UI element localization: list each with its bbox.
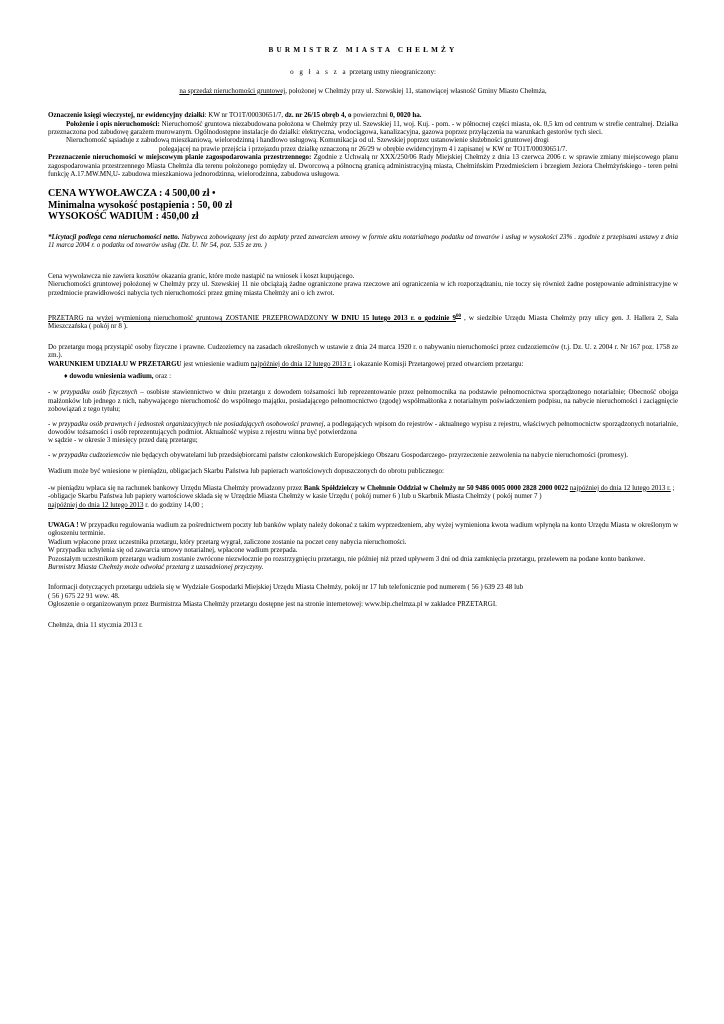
condition-label: WARUNKIEM UDZIAŁU W PRZETARGU <box>48 359 182 368</box>
intro-line <box>48 87 678 95</box>
document-date: Chełmża, dnia 11 stycznia 2013 r. <box>48 620 143 629</box>
intro-rest: , położonej w Chełmży przy ul. Szewskiej 11, stanowiącej własność Gminy Miasto Chełmża, <box>285 86 547 95</box>
bonds-item: -obligacje Skarbu Państwa lub papiery wartościowe składa się w Urzędzie Miasta Chełmży w kasie Urzędu ( pokój numer 6 ) lub u Skarbnik Miasta Chełmży ( pokój numer 7 ) <box>48 492 542 501</box>
deposit-amount: WYSOKOŚĆ WADIUM : 450,00 zł <box>48 211 199 223</box>
warning-label: UWAGA ! <box>48 520 79 529</box>
document-heading: BURMISTRZ MIASTA CHEŁMŻY <box>268 46 458 54</box>
deposit-forfeit-note: W przypadku uchylenia się od zawarcia umowy notarialnej, wpłacone wadium przepada. <box>48 546 298 555</box>
land-register-number: : KW nr TO1T/00030651/7, <box>204 111 285 120</box>
plot-number: dz. nr 26/15 obręb 4, o <box>284 111 352 120</box>
natural-persons-label: w przypadku osób fizycznych <box>53 388 138 397</box>
land-register-label: Oznaczenie księgi wieczystej, nr ewidencyjny działki <box>48 111 205 120</box>
bonds-deadline: najpóźniej do dnia 12 lutego 2013 <box>48 500 144 509</box>
auction-date-paragraph <box>48 313 678 331</box>
costs-note: Cena wywoławcza nie zawiera kosztów okazania granic, które może nastąpić na wniosek i koszt kupującego. <box>48 271 355 280</box>
foreigners-text: nie będących obywatelami lub przedsiębiorcami państw członkowskich Europejskiego Obszaru Gospodarczego- przyrzeczenie zezwolenia na nabycie nieruchomości (promesy). <box>129 450 629 459</box>
diamond-bullet-icon: ♦ <box>64 372 68 381</box>
legal-persons-text: , a podlegających wpisom do rejestrów - aktualnego wypisu z rejestru, właściwych pełnomocnictw sporządzonych notarialnie, dowodów tożsamości i osób reprezentujących podmiot. Aktualność wypisu z rejestru winna być potwierdzona <box>48 419 678 437</box>
encumbrance-note: Nieruchomości gruntowej położonej w Chełmży przy ul. Szewskiej 11 nie obciążają żadne ograniczone prawa rzeczowe ani ograniczenia w ich rozporządzaniu, nie toczy się również żadne postępowanie administracyjne w przedmiocie prawidłowości nabycia tych nieruchomości przez gminę miasta Chełmży ani o ich zwrot. <box>48 280 678 297</box>
foreigners-note: Do przetargu mogą przystąpić osoby fizyczne i prawne. Cudzoziemcy na zasadach określonych w ustawie z dnia 24 marca 1920 r. o nabywaniu nieruchomości przez cudzoziemców (t.j. Dz. U. z 2004 r. Nr 167 poz. 1758 ze zm.). <box>48 342 678 360</box>
condition-rest: i okazanie Komisji Przetargowej przed otwarciem przetargu: <box>351 359 524 368</box>
bonds-deadline-line <box>48 501 678 509</box>
natural-persons-item <box>48 388 678 413</box>
plot-area: 0, 0020 ha. <box>389 111 422 120</box>
foreigners-label: w przypadku cudzoziemców <box>52 450 130 459</box>
bank-transfer-item <box>48 484 678 492</box>
deposit-forms: Wadium może być wniesione w pieniądzu, obligacjach Skarbu Państwa lub papierach wartościowych dopuszczonych do obrotu publicznego: <box>48 467 444 476</box>
participation-condition <box>48 360 678 368</box>
vat-note-italic: Nabywca zobowiązany jest do zapłaty przed zawarciem umowy w formie aktu notarialnego podatku od towarów i usług w wysokości 23% . zgodnie z przepisami ustawy z dnia 11 marca 2004 r. o podatku od towarów usług (Dz. U. Nr 54, poz. 535 ze zm. ) <box>48 232 678 250</box>
auction-announcement: PRZETARG na wyżej wymienioną nieruchomość gruntową ZOSTANIE PRZEPROWADZONY <box>48 314 329 322</box>
auction-time-superscript: 00 <box>455 314 461 319</box>
deposit-proof-item <box>48 372 678 380</box>
zoning-label: Przeznaczenie nieruchomości w miejscowym planie zagospodarowania przestrzennego: <box>48 153 312 162</box>
zoning-paragraph <box>48 153 678 178</box>
bank-transfer-prefix: -w pieniądzu wpłaca się na rachunek bankowy Urzędu Miasta Chełmży prowadzony przez <box>48 483 304 492</box>
announce-prefix: o g ł a s z a <box>290 68 348 77</box>
warning-text: W przypadku regulowania wadium za pośrednictwem poczty lub banków wpłaty należy dokonać z takim wyprzedzeniem, aby wyżej wymieniona kwota wadium wpłynęła na konto Urzędu Miasta w określonym w ogłoszeniu terminie. <box>48 520 678 538</box>
location-text: Nieruchomość gruntowa niezabudowana położona w Chełmży przy ul. Szewskiej 11, woj. Kuj. - pom. - w północnej części miasta, ok. 0,5 km od centrum w strefie centralnej. Działka przeznaczona pod zabudowę garażem murowanym. Ogólnodostępne instalacje do działki: elektryczna, wodociągowa, kanalizacyjna, gazowa poprzez przyłączenia na warunkach gestorów tych sieci. <box>48 119 678 137</box>
foreigners-item <box>48 451 678 459</box>
deposit-return-note: Pozostałym uczestnikom przetargu wadium zostanie zwrócone niezwłocznie po rozstrzygnięciu przetargu, nie później niż przed upływem 3 dni od dnia zamknięcia przetargu, przelewem na podane konto bankowe. <box>48 554 646 563</box>
location-paragraph <box>48 120 678 137</box>
location-label: Położenie i opis nieruchomości: <box>66 119 160 128</box>
minimum-bid-step: Minimalna wysokość postąpienia : 50, 00 zł <box>48 199 233 211</box>
bank-transfer-rest: ; <box>670 483 675 492</box>
legal-persons-item <box>48 420 678 437</box>
auction-date: W DNIU 15 lutego 2013 r. o godzinie 9 <box>328 314 456 322</box>
contact-info-cont: ( 56 ) 675 22 91 wew. 48. <box>48 591 120 600</box>
intro-underlined: na sprzedaż nieruchomości gruntowej <box>179 86 286 95</box>
announce-rest: przetarg ustny nieograniczony: <box>347 68 436 77</box>
foreigners-dash: - <box>48 450 53 459</box>
announcement-line <box>48 68 678 76</box>
bank-account: Bank Spółdzielczy w Chełmnie Oddział w Chełmży nr 50 9486 0005 0000 2828 2000 0022 <box>303 483 569 492</box>
deposit-proof-rest: oraz : <box>153 372 172 381</box>
legal-persons-item-cont: w sądzie - w okresie 3 miesięcy przed datą przetargu; <box>48 436 198 445</box>
starting-price: CENA WYWOŁAWCZA : 4 500,00 zł • <box>48 188 216 200</box>
natural-persons-dash: - <box>48 388 54 397</box>
condition-mid: jest wniesienie wadium <box>181 359 251 368</box>
bank-transfer-deadline: najpóźniej do dnia 12 lutego 2013 r. <box>569 483 671 492</box>
vat-note <box>48 233 678 250</box>
auction-location: , w siedzibie Urzędu Miasta Chełmży przy ulicy gen. J. Hallera 2, Sala Mieszczańska ( pokój nr 8 ). <box>48 314 678 331</box>
neighbor-paragraph: Nieruchomość sąsiaduje z zabudową mieszkaniową, wielorodzinną i handlowo usługową. Komunikacja od ul. Szewskiej poprzez ustanowienie służebności gruntowej drogi <box>66 136 549 145</box>
warning-paragraph <box>48 521 678 538</box>
bip-note: Ogłoszenie o organizowanym przez Burmistrza Miasta Chełmży przetargu dostępne jest na stronie internetowej: www.bip.chelmza.pl w zakładce PRZETARGI. <box>48 600 497 609</box>
zoning-text: Zgodnie z Uchwałą nr XXX/250/06 Rady Miejskiej Chełmży z dnia 13 czerwca 2006 r. w sprawie zmiany miejscowego planu zagospodarowania przestrzennego Miasta Chełmża dla terenu położonego pomiędzy ul. Dworcową a północną granicą administracyjną miasta, Chełmińskim Przedmieściem i brzegiem Jeziora Chełmżyńskiego - teren pełni funkcję A.17.MW.MN,U- zabudowa mieszkaniowa jednorodzinna, wielorodzinna, zabudowa usługowa. <box>48 153 678 179</box>
deposit-proof-label: dowodu wniesienia wadium, <box>69 372 154 381</box>
area-label: powierzchni <box>351 111 390 120</box>
vat-note-bold: *Licytacji podlega cena nieruchomości netto. <box>48 232 180 241</box>
neighbor-paragraph-cont: polegającej na prawie przejścia i przejazdu przez działkę oznaczoną nr 26/29 w obrębie ewidencyjnym 4 i zapisanej w KW nr TO1T/00030651/7. <box>158 144 568 153</box>
deposit-winner-note: Wadium wpłacone przez uczestnika przetargu, który przetarg wygrał, zaliczone zostanie na poczet ceny nabycia nieruchomości. <box>48 537 407 546</box>
condition-deadline: najpóźniej do dnia 12 lutego 2013 r. <box>250 359 352 368</box>
contact-info: Informacji dotyczących przetargu udziela się w Wydziale Gospodarki Miejskiej Urzędu Miasta Chełmży, pokój nr 17 lub telefonicznie pod numerem ( 56 ) 639 23 48 lub <box>48 583 524 592</box>
legal-persons-label: - w przypadku osób prawnych i jednostek organizacyjnych nie posiadających osobowości prawnej <box>48 419 324 428</box>
land-register-line <box>48 111 678 119</box>
natural-persons-text: – osobiste stawiennictwo w dniu przetargu z dowodem tożsamości lub reprezentowanie przez pełnomocnika na podstawie pełnomocnictwa sporządzonego notarialnie; Obecność obojga małżonków lub jednego z nich, nabywającego nieruchomość do wspólnego majątku, posiadającego pełnomocnictwo (zgodę) współmałżonka z notarialnym poświadczeniem podpisu, na nabycie nieruchomości i zaciągnięcie zobowiązań z tego tytułu; <box>48 388 679 414</box>
bonds-rest: r. do godziny 14,00 ; <box>143 500 204 509</box>
cancellation-note: Burmistrz Miasta Chełmży może odwołać przetarg z uzasadnionej przyczyny. <box>48 562 264 571</box>
